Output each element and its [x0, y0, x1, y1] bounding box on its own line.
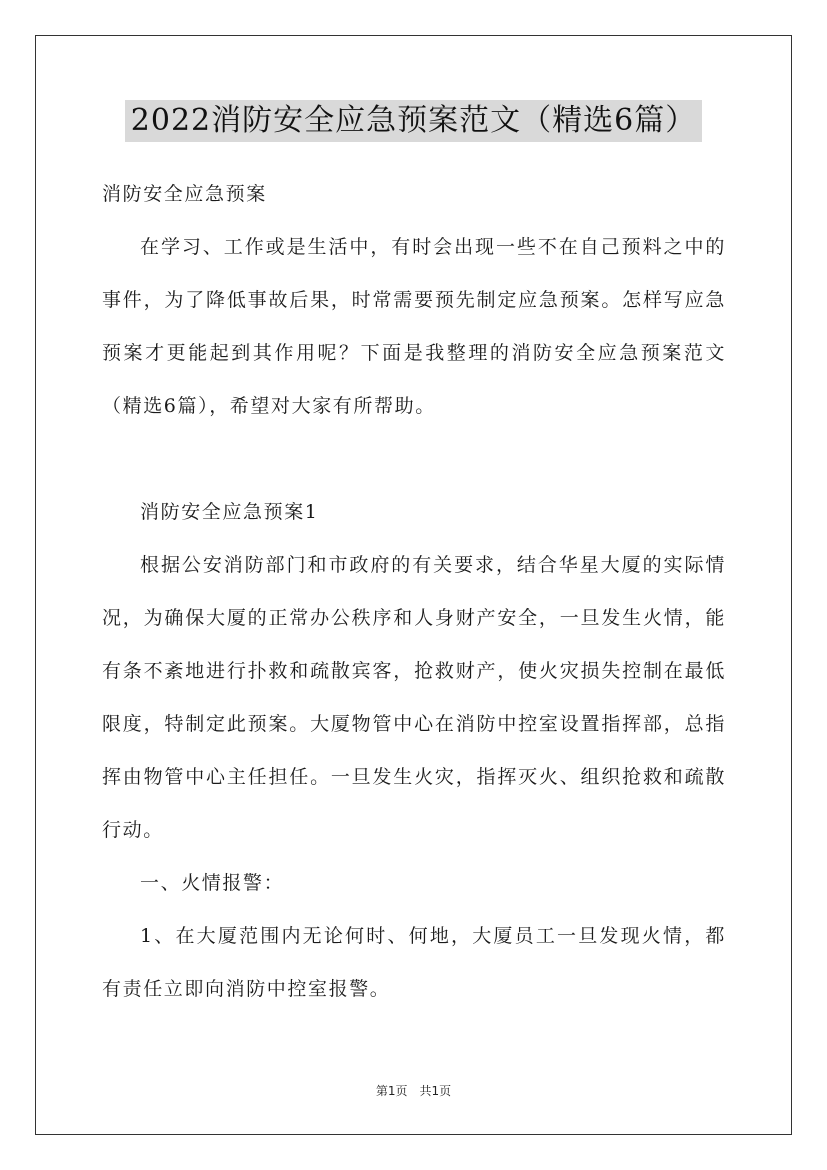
page-number: 第1页 共1页	[375, 1084, 452, 1098]
page-footer	[0, 1083, 827, 1099]
item-heading: 一、火情报警：	[140, 872, 285, 894]
document-title: 2022消防安全应急预案范文（精选6篇）	[125, 100, 702, 142]
title-area	[0, 100, 827, 142]
item-paragraph: 1、在大厦范围内无论何时、何地，大厦员工一旦发现火情，都有责任立即向消防中控室报警。	[102, 925, 726, 1000]
section-heading: 消防安全应急预案1	[140, 501, 319, 523]
blank-line	[102, 433, 726, 486]
section-paragraph: 根据公安消防部门和市政府的有关要求，结合华星大厦的实际情况，为确保大厦的正常办公秩序和人身财产安全，一旦发生火情，能有条不紊地进行扑救和疏散宾客，抢救财产，使火灾损失控制在最低限度，特制定此预案。大厦物管中心在消防中控室设置指挥部，总指挥由物管中心主任担任。一旦发生火灾，指挥灭火、组织抢救和疏散行动。	[102, 554, 726, 841]
document-body	[102, 168, 726, 1016]
document-subtitle: 消防安全应急预案	[102, 183, 267, 205]
intro-paragraph: 在学习、工作或是生活中，有时会出现一些不在自己预料之中的事件，为了降低事故后果，时常需要预先制定应急预案。怎样写应急预案才更能起到其作用呢？下面是我整理的消防安全应急预案范文（精选6篇），希望对大家有所帮助。	[102, 236, 726, 417]
